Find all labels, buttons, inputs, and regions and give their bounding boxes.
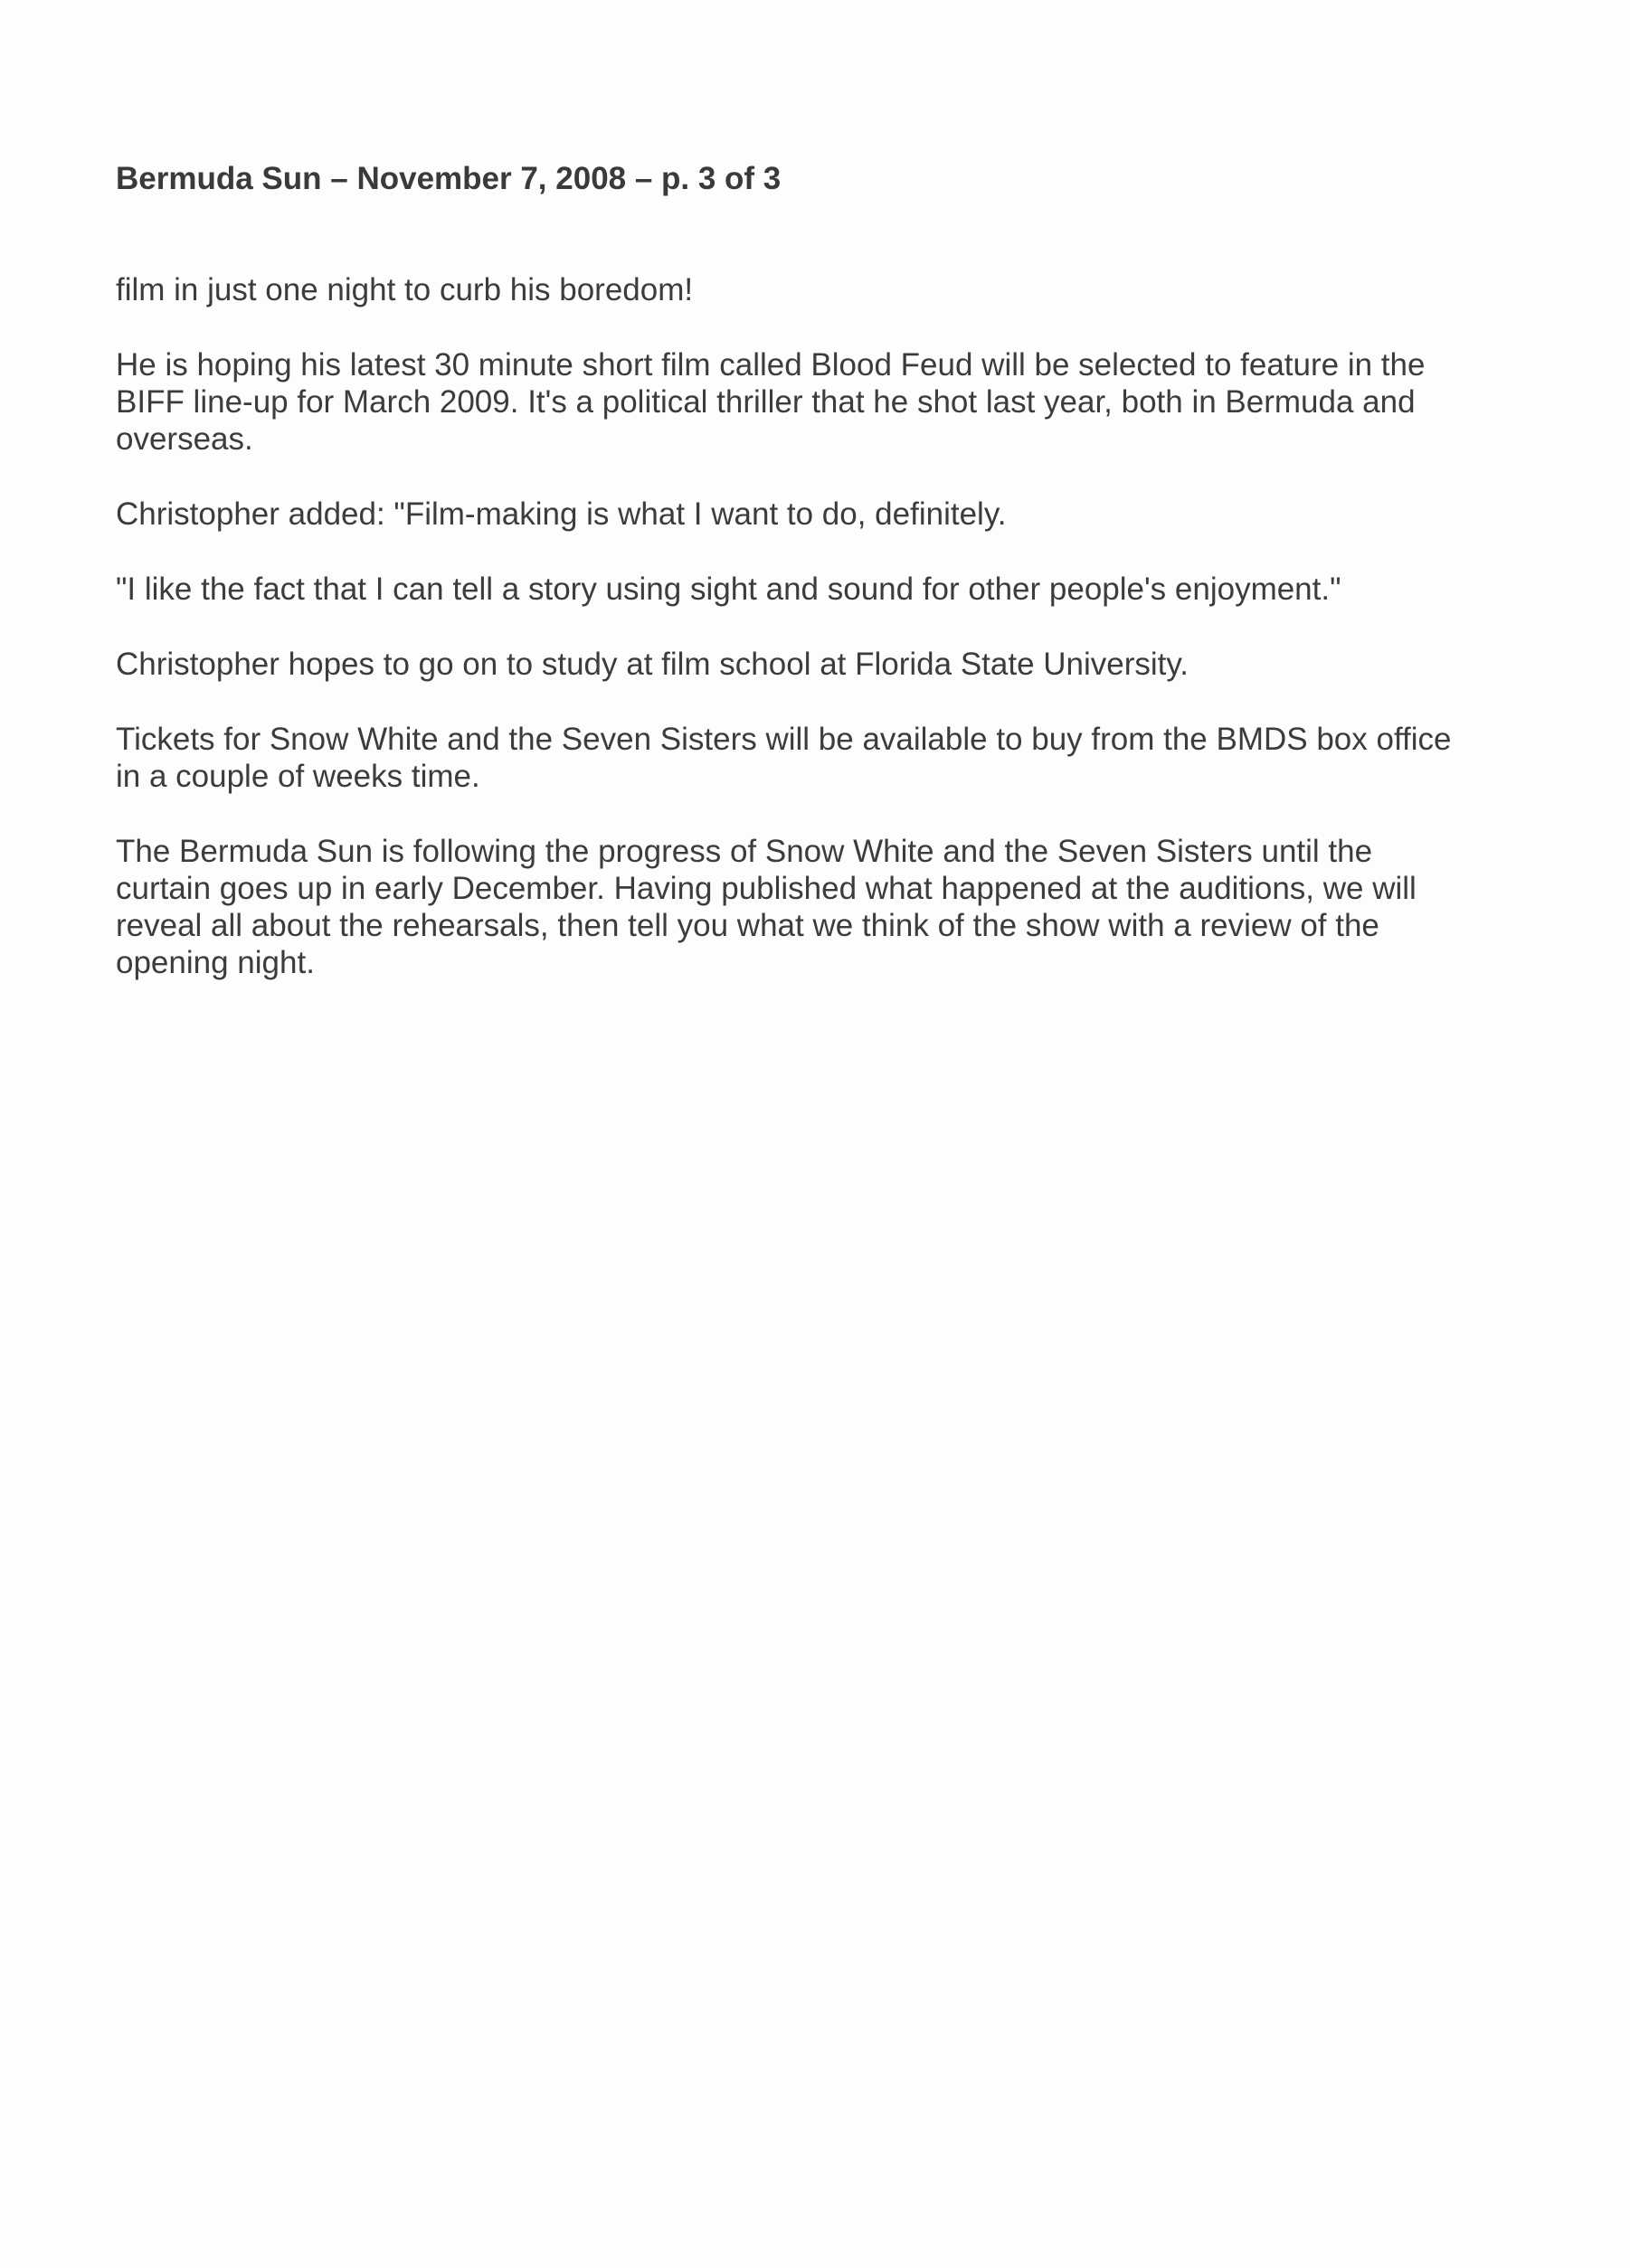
paragraph-6 — [116, 721, 1545, 795]
text-line: in a couple of weeks time. — [116, 759, 480, 794]
text-line: opening night. — [116, 945, 315, 980]
page-header: Bermuda Sun – November 7, 2008 – p. 3 of 3 — [116, 161, 782, 196]
paragraph-2 — [116, 346, 1545, 458]
text-line: overseas. — [116, 421, 253, 457]
text-line: Christopher hopes to go on to study at film school at Florida State University. — [116, 647, 1189, 682]
text-line: The Bermuda Sun is following the progress of Snow White and the Seven Sisters until the — [116, 834, 1373, 869]
text-line: film in just one night to curb his boredom! — [116, 272, 694, 307]
text-line: Christopher added: "Film-making is what I want to do, definitely. — [116, 496, 1007, 532]
article-body — [116, 271, 1545, 1019]
text-line: "I like the fact that I can tell a story using sight and sound for other people's enjoyment." — [116, 572, 1341, 607]
text-line: curtain goes up in early December. Having published what happened at the auditions, we will — [116, 871, 1417, 906]
text-line: He is hoping his latest 30 minute short film called Blood Feud will be selected to feature in the — [116, 347, 1426, 383]
paragraph-7 — [116, 833, 1545, 981]
text-line: Tickets for Snow White and the Seven Sisters will be available to buy from the BMDS box office — [116, 722, 1452, 757]
paragraph-1 — [116, 271, 1545, 308]
paragraph-3 — [116, 496, 1545, 533]
text-line: reveal all about the rehearsals, then tell you what we think of the show with a review of the — [116, 908, 1379, 943]
text-line: BIFF line-up for March 2009. It's a political thriller that he shot last year, both in Bermuda and — [116, 384, 1416, 420]
paragraph-5 — [116, 646, 1545, 683]
paragraph-4 — [116, 571, 1545, 608]
